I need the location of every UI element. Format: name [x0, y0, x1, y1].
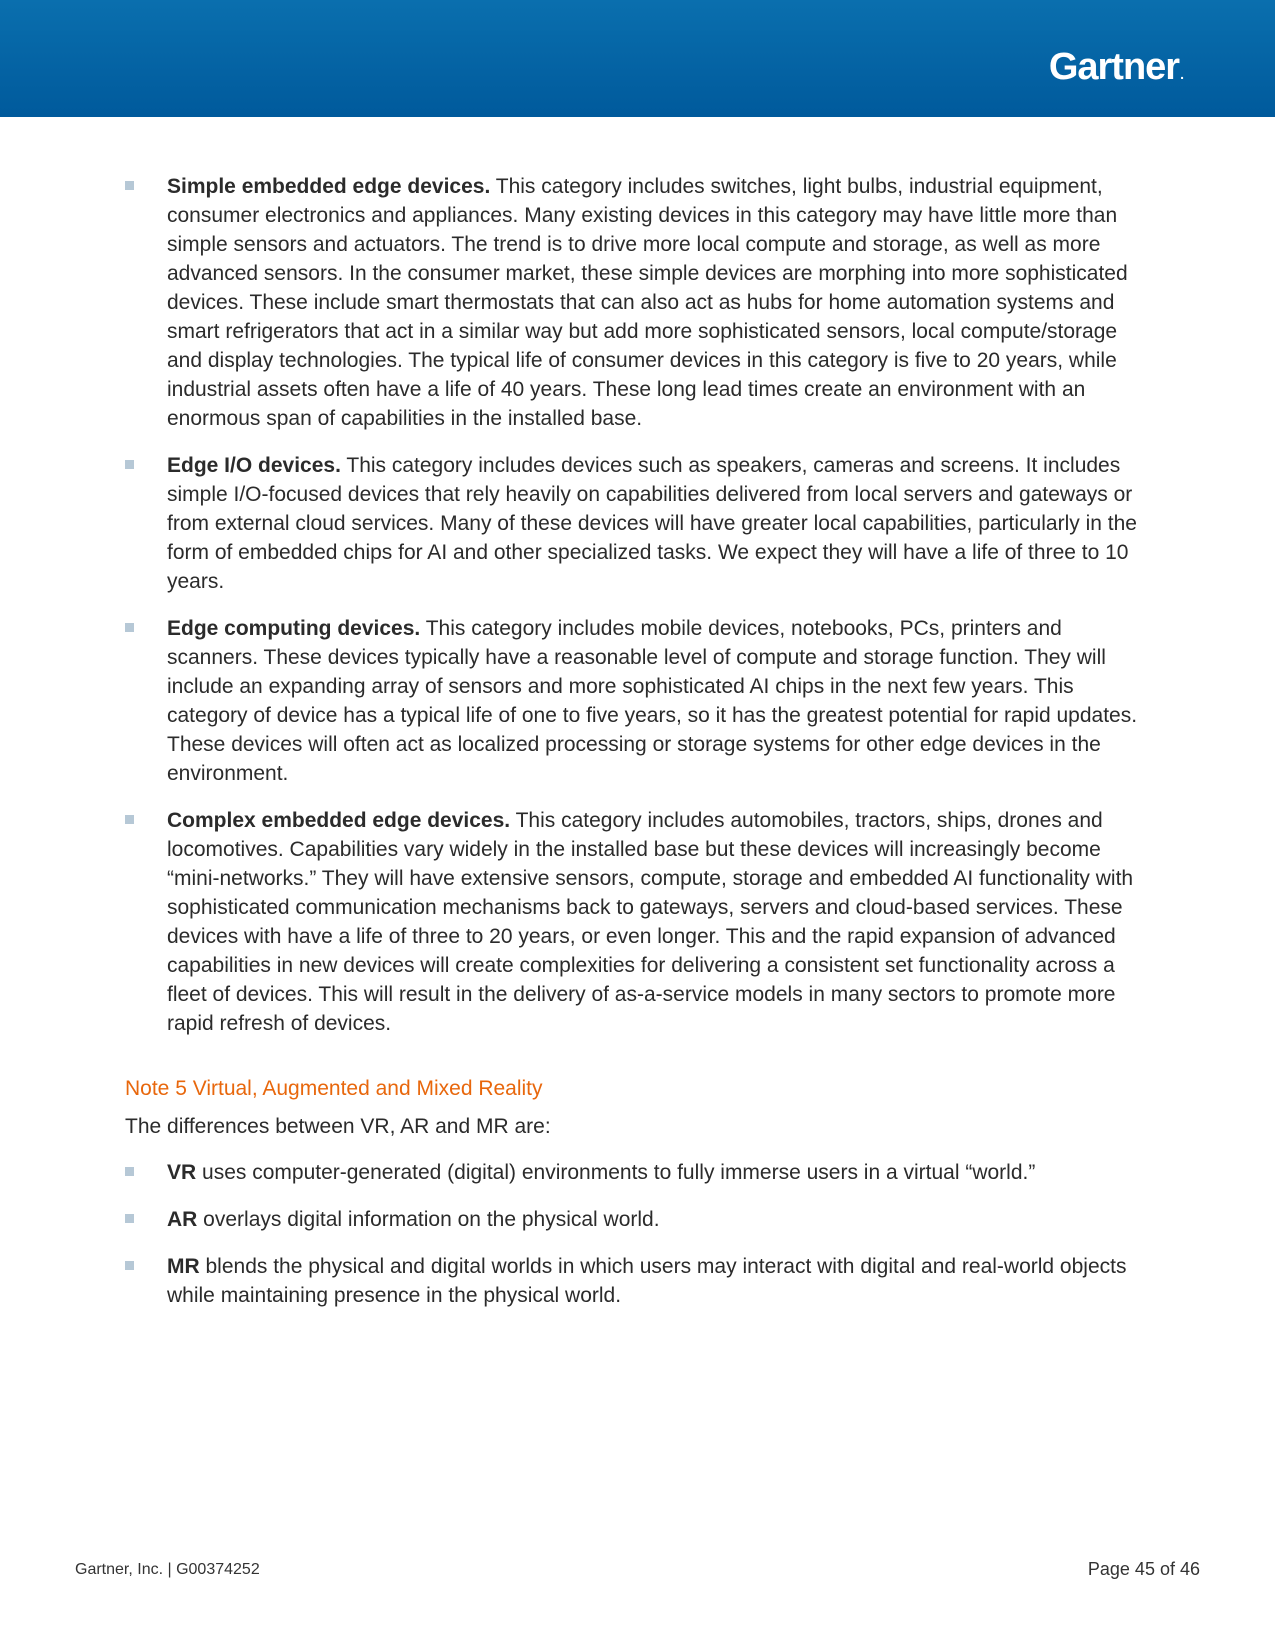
square-bullet-icon	[125, 623, 134, 632]
square-bullet-icon	[125, 460, 134, 469]
logo-dot: .	[1180, 66, 1183, 82]
square-bullet-icon	[125, 1214, 134, 1223]
list-item	[125, 1158, 1155, 1187]
item-term: AR	[167, 1208, 198, 1231]
list-item	[125, 172, 1155, 433]
note-intro: The differences between VR, AR and MR are:	[125, 1115, 551, 1138]
item-term: MR	[167, 1255, 200, 1278]
list-item	[125, 451, 1155, 596]
square-bullet-icon	[125, 181, 134, 190]
item-term: Simple embedded edge devices.	[167, 175, 491, 198]
page-body	[125, 172, 1155, 1328]
gartner-logo	[1049, 48, 1183, 86]
list-item	[125, 614, 1155, 788]
item-term: Complex embedded edge devices.	[167, 809, 511, 832]
footer-page-number: Page 45 of 46	[1087, 1559, 1200, 1579]
item-text: overlays digital information on the physical world.	[197, 1208, 660, 1231]
logo-text: Gartner	[1048, 46, 1180, 88]
square-bullet-icon	[125, 1261, 134, 1270]
item-text: This category includes switches, light bulbs, industrial equipment, consumer electronics and appliances. Many existing devices in this category may have little more than simple sensors and actuators. The trend is to drive more local compute and storage, as well as more advanced sensors. In the consumer market, these simple devices are morphing into more sophisticated devices. These include smart thermostats that can also act as hubs for home automation systems and smart refrigerators that act in a similar way but add more sophisticated sensors, local compute/storage and display technologies. The typical life of consumer devices in this category is five to 20 years, while industrial assets often have a life of 40 years. These long lead times create an environment with an enormous span of capabilities in the installed base.	[167, 175, 1128, 430]
device-category-list	[125, 172, 1155, 1038]
reality-types-list	[125, 1158, 1155, 1310]
item-text: This category includes automobiles, tractors, ships, drones and locomotives. Capabilities vary widely in the installed base but these devices will increasingly become “mini-networks.” They will have extensive sensors, compute, storage and embedded AI functionality with sophisticated communication mechanisms back to gateways, servers and cloud-based services. These devices with have a life of three to 20 years, or even longer. This and the rapid expansion of advanced capabilities in new devices will create complexities for delivering a consistent set functionality across a fleet of devices. This will result in the delivery of as-a-service models in many sectors to promote more rapid refresh of devices.	[167, 809, 1134, 1035]
footer-document-id: Gartner, Inc. | G00374252	[75, 1561, 260, 1578]
item-text: blends the physical and digital worlds in which users may interact with digital and real-world objects while maintaining presence in the physical world.	[167, 1255, 1127, 1307]
list-item	[125, 1252, 1155, 1310]
list-item	[125, 1205, 1155, 1234]
note-heading: Note 5 Virtual, Augmented and Mixed Reality	[125, 1077, 543, 1100]
item-term: Edge computing devices.	[167, 617, 421, 640]
square-bullet-icon	[125, 815, 134, 824]
item-term: VR	[167, 1161, 197, 1184]
item-text: This category includes devices such as speakers, cameras and screens. It includes simple I/O-focused devices that rely heavily on capabilities delivered from local servers and gateways or from external cloud services. Many of these devices will have greater local capabilities, particularly in the form of embedded chips for AI and other specialized tasks. We expect they will have a life of three to 10 years.	[167, 454, 1137, 593]
list-item	[125, 806, 1155, 1038]
item-text: uses computer-generated (digital) environments to fully immerse users in a virtual “world.”	[196, 1161, 1036, 1184]
header-banner	[0, 0, 1275, 117]
square-bullet-icon	[125, 1167, 134, 1176]
item-text: This category includes mobile devices, notebooks, PCs, printers and scanners. These devices typically have a reasonable level of compute and storage function. They will include an expanding array of sensors and more sophisticated AI chips in the next few years. This category of device has a typical life of one to five years, so it has the greatest potential for rapid updates. These devices will often act as localized processing or storage systems for other edge devices in the environment.	[167, 617, 1138, 785]
item-term: Edge I/O devices.	[167, 454, 341, 477]
